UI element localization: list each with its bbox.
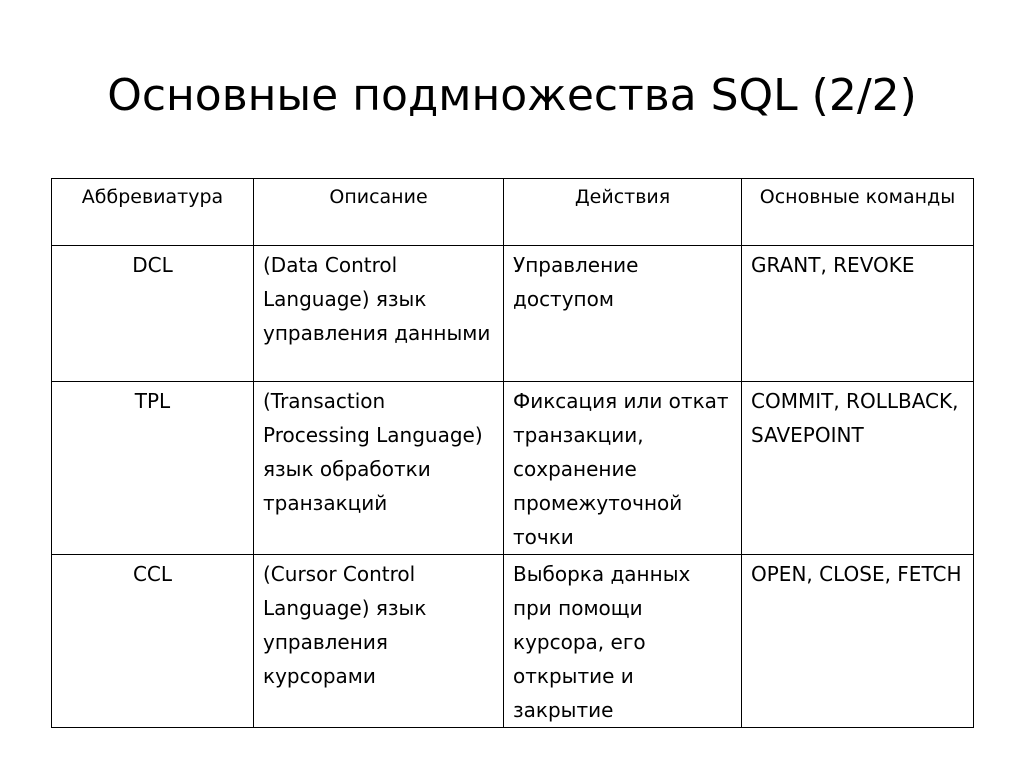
cell-commands: GRANT, REVOKE xyxy=(742,246,974,382)
header-abbreviation: Аббревиатура xyxy=(52,179,254,246)
cell-actions: Фиксация или откат транзакции, сохранение промежуточной точки xyxy=(504,382,742,555)
cell-description: (Cursor Control Language) язык управления курсорами xyxy=(254,555,504,728)
cell-commands: OPEN, CLOSE, FETCH xyxy=(742,555,974,728)
cell-description: (Transaction Processing Language) язык обработки транзакций xyxy=(254,382,504,555)
cell-commands: COMMIT, ROLLBACK, SAVEPOINT xyxy=(742,382,974,555)
slide-title: Основные подмножества SQL (2/2) xyxy=(107,70,917,121)
header-main-commands: Основные команды xyxy=(742,179,974,246)
cell-abbreviation: DCL xyxy=(52,246,254,382)
table-header-row xyxy=(52,179,974,246)
cell-abbreviation: TPL xyxy=(52,382,254,555)
table-row xyxy=(52,555,974,728)
cell-actions: Управление доступом xyxy=(504,246,742,382)
cell-abbreviation: CCL xyxy=(52,555,254,728)
cell-description: (Data Control Language) язык управления данными xyxy=(254,246,504,382)
table-row xyxy=(52,246,974,382)
sql-subsets-table xyxy=(51,178,974,728)
table-row xyxy=(52,382,974,555)
cell-actions: Выборка данных при помощи курсора, его открытие и закрытие xyxy=(504,555,742,728)
header-actions: Действия xyxy=(504,179,742,246)
header-description: Описание xyxy=(254,179,504,246)
